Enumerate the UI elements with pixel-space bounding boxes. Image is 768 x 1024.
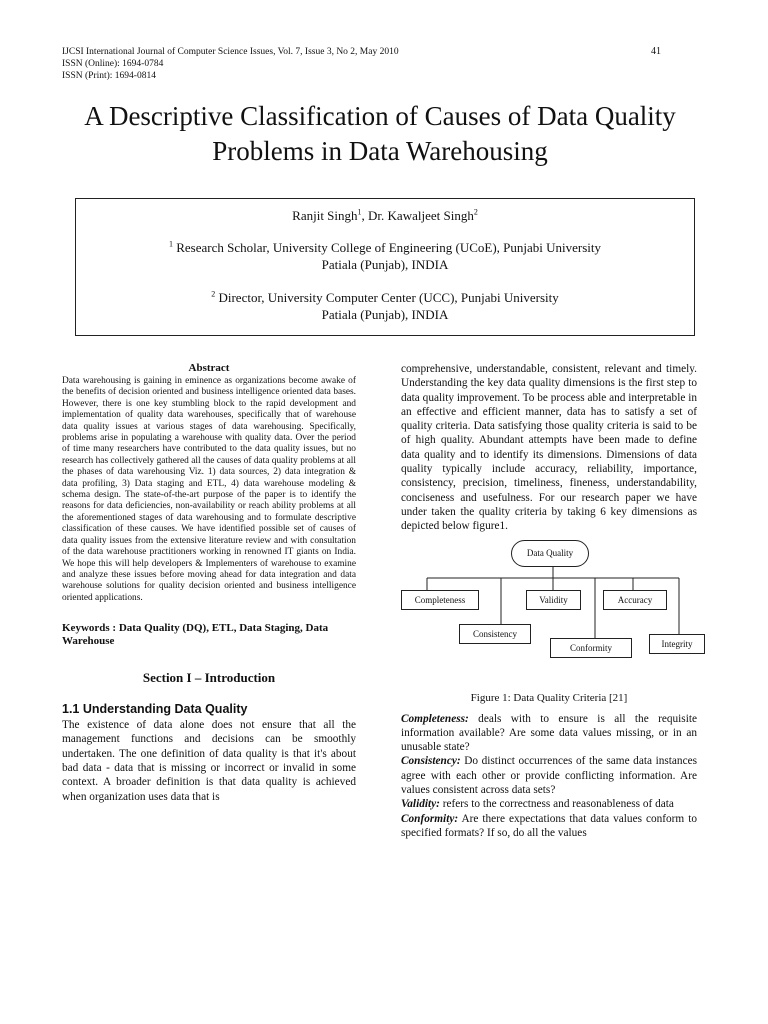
issn-print: ISSN (Print): 1694-0814: [62, 71, 156, 81]
author-separator: ,: [361, 208, 369, 223]
term-validity: Validity:: [401, 798, 440, 811]
keywords: Keywords : Data Quality (DQ), ETL, Data Staging, Data Warehouse: [62, 622, 329, 648]
abstract-body: Data warehousing is gaining in eminence as organizations become awake of the benefits of decision oriented and business intelligence oriented data bases. However, there is one key stumbling block to the rapid development and implementation of quality data warehouses, specifically that of warehouse data quality issues at various stages of data warehousing. Specifically, problems arise in populating a warehouse with quality data. Over the period of time many researchers have contributed to the data quality issues, but no research has collectively gathered all the causes of data quality problems at all the phases of data warehousing Viz. 1) data sources, 2) data integration & data profiling, 3) Data staging and ETL, 4) data warehouse modeling & schema design. The state-of-the-art purpose of the paper is to identify the reasons for data deficiencies, non-availability or reach ability problems at all the aforementioned stages of data warehousing and to formulate descriptive classification of these causes. We have identified possible set of causes of data quality issues from the extensive literature review and with consultation of the data warehouse practitioners working in renowned IT giants on India. We hope this will help developers & Implementers of warehouse to examine and analyze these issues before moving ahead for data integration and data warehouse solutions for quality decision oriented and business intelligence oriented applications.: [62, 376, 356, 603]
definition-consistency: [401, 754, 697, 797]
journal-header: [62, 46, 399, 82]
diagram-node-accuracy: Accuracy: [603, 590, 667, 610]
affiliation-2-line1: Director, University Computer Center (UCC), Punjabi University: [215, 290, 559, 305]
definition-completeness: [401, 712, 697, 755]
affiliation-2-line2: Patiala (Punjab), INDIA: [321, 307, 449, 322]
affiliation-2-sup: 2: [211, 289, 216, 299]
diagram-node-consistency: Consistency: [459, 624, 531, 644]
author-2: Dr. Kawaljeet Singh: [368, 208, 474, 223]
definition-text-consistency: Do distinct occurrences of the same data instances agree with each other or provide conflicting information. Are values consistent across data sets?: [401, 755, 697, 797]
diagram-node-completeness: Completeness: [401, 590, 479, 610]
affiliation-1-line1: Research Scholar, University College of Engineering (UCoE), Punjabi University: [172, 240, 602, 255]
affiliation-1: [76, 239, 694, 256]
data-quality-diagram: [401, 540, 697, 680]
intro-paragraph: The existence of data alone does not ensure that all the management functions and decisions can be smoothly undertaken. The one definition of data quality is that it's about bad data - data that is missing or incorrect or invalid in some context. A broader definition is that data quality is achieved when organization uses data that is: [62, 719, 356, 803]
diagram-node-integrity: Integrity: [649, 634, 705, 654]
subsection-title: 1.1 Understanding Data Quality: [62, 702, 248, 717]
definition-text-completeness: deals with to ensure is all the requisite information available? Are some data values missing, or in an unusable state?: [401, 712, 697, 754]
paper-title: A Descriptive Classification of Causes of Data Quality Problems in Data Warehousing: [84, 101, 676, 166]
author-2-sup: 2: [473, 207, 478, 217]
term-completeness: Completeness:: [401, 712, 469, 725]
author-names: [76, 207, 694, 224]
right-column: [401, 362, 697, 840]
term-conformity: Conformity:: [401, 812, 459, 825]
left-column: [62, 362, 356, 804]
definition-text-validity: refers to the correctness and reasonableness of data: [439, 798, 674, 811]
definition-text-conformity: Are there expectations that data values conform to specified formats? If so, do all the values: [401, 812, 697, 839]
journal-line: IJCSI International Journal of Computer Science Issues, Vol. 7, Issue 3, No 2, May 2010: [62, 47, 399, 57]
affiliation-1-sup: 1: [168, 239, 173, 249]
author-box: [75, 198, 695, 336]
author-1: Ranjit Singh: [292, 208, 358, 223]
definition-validity: [401, 797, 697, 811]
diagram-node-conformity: Conformity: [550, 638, 632, 658]
abstract-heading: Abstract: [188, 362, 230, 374]
diagram-node-validity: Validity: [526, 590, 581, 610]
author-1-sup: 1: [357, 207, 362, 217]
diagram-node-data-quality: Data Quality: [511, 540, 589, 567]
figure-caption: Figure 1: Data Quality Criteria [21]: [470, 691, 628, 704]
definition-conformity: [401, 812, 697, 841]
issn-online: ISSN (Online): 1694-0784: [62, 59, 164, 69]
section-title: Section I – Introduction: [142, 670, 276, 686]
right-paragraph: comprehensive, understandable, consistent, relevant and timely. Understanding the key data quality dimensions is the first step to data quality improvement. To be process able and interpretable in an effective and efficient manner, data has to satisfy a set of quality criteria. Data satisfying those quality criteria is said to be of high quality. Abundant attempts have been made to define data quality and to identify its dimensions. Dimensions of data quality typically include accuracy, reliability, importance, consistency, precision, timeliness, fineness, understandability, conciseness and usefulness. For our research paper we have under taken the quality criteria by taking 6 key dimensions as depicted below figure1.: [401, 363, 697, 533]
term-consistency: Consistency:: [401, 755, 461, 768]
page-number: 41: [651, 46, 661, 57]
affiliation-2: [76, 289, 694, 306]
affiliation-1-line2: Patiala (Punjab), INDIA: [321, 257, 449, 272]
